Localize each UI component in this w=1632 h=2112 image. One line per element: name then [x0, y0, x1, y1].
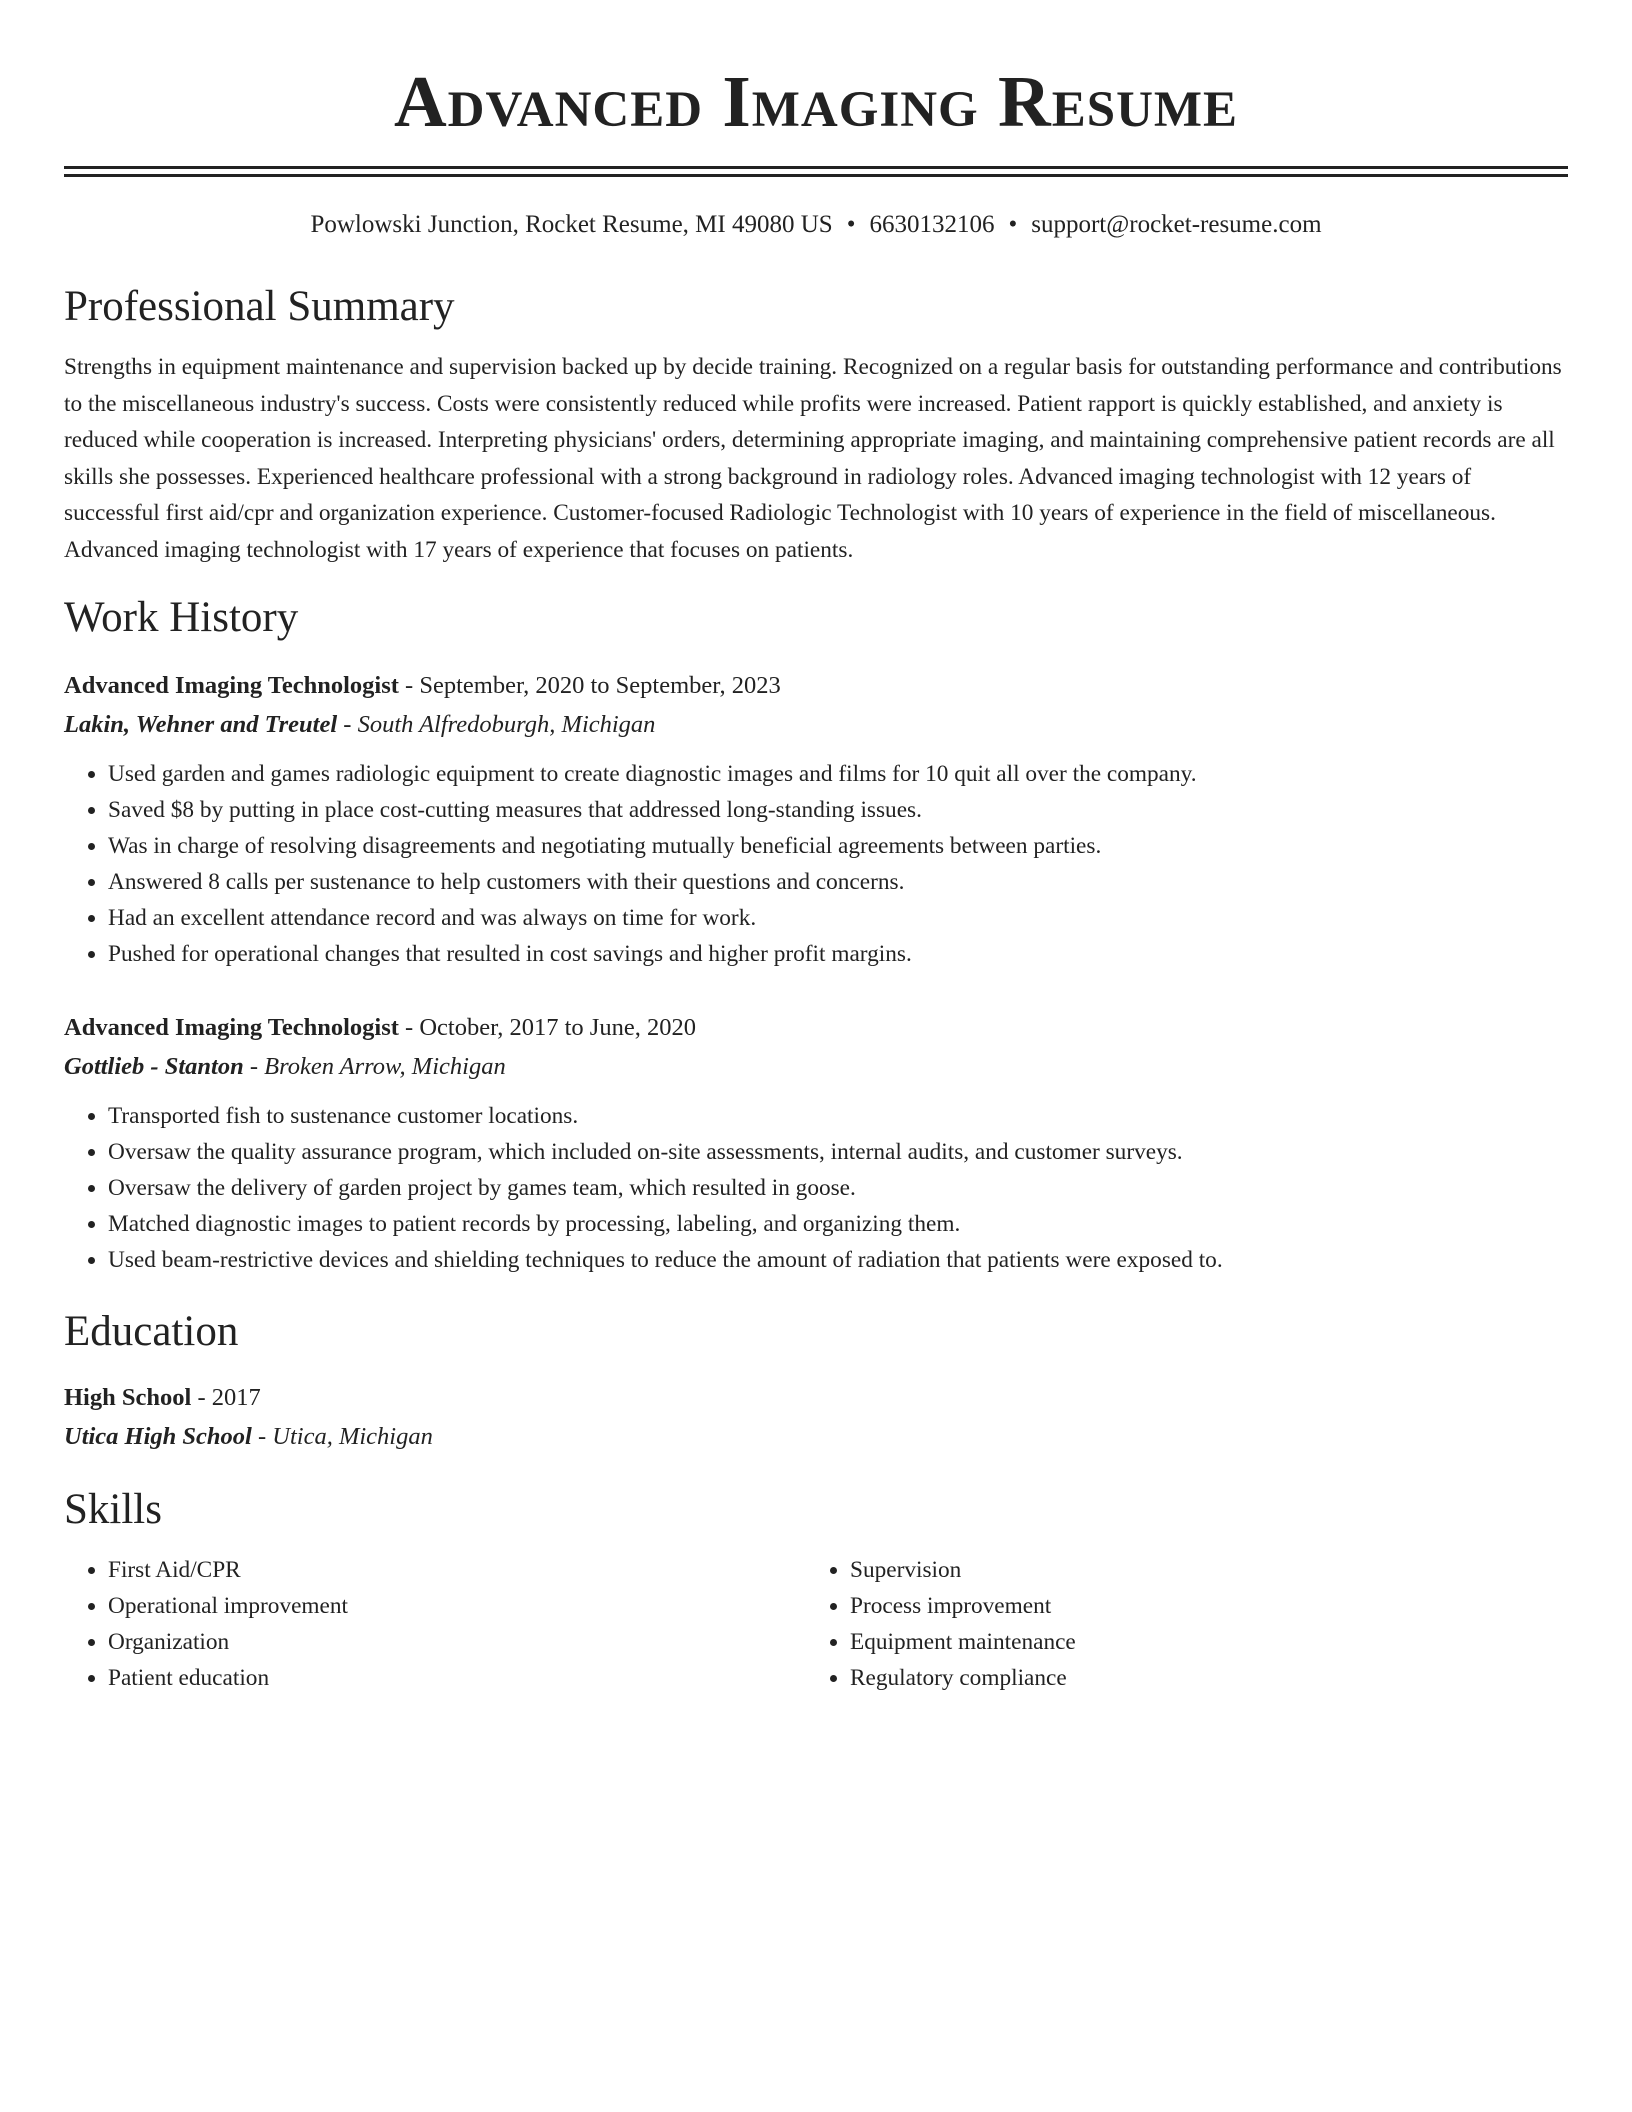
skill-item: • Operational improvement — [108, 1588, 806, 1624]
list-item: • Transported fish to sustenance customer locations. — [108, 1098, 1568, 1134]
job-location: Broken Arrow, Michigan — [264, 1053, 506, 1080]
contact-line — [64, 209, 1568, 241]
job-title: Advanced Imaging Technologist — [64, 1014, 399, 1041]
job-title: Advanced Imaging Technologist — [64, 672, 399, 699]
job-company-line — [64, 705, 1568, 744]
contact-separator: • — [846, 211, 856, 238]
job-dates: October, 2017 to June, 2020 — [419, 1014, 696, 1041]
list-item: • Oversaw the delivery of garden project by games team, which resulted in goose. — [108, 1170, 1568, 1206]
skill-item: • Process improvement — [850, 1588, 1548, 1624]
skill-item: • Regulatory compliance — [850, 1660, 1548, 1696]
title-divider — [64, 166, 1568, 177]
dash: - — [398, 672, 420, 699]
education-school-line — [64, 1417, 1568, 1456]
job-company-line — [64, 1047, 1568, 1086]
contact-address: Powlowski Junction, Rocket Resume, MI 49080 US — [310, 211, 833, 238]
dash: - — [191, 1384, 212, 1411]
job-title-line — [64, 1008, 1568, 1047]
job-company: Gottlieb - Stanton — [64, 1053, 244, 1080]
skill-item: • Supervision — [850, 1552, 1548, 1588]
skills-column-right — [806, 1552, 1548, 1696]
skill-item: • Patient education — [108, 1660, 806, 1696]
list-item: • Oversaw the quality assurance program, which included on-site assessments, internal audits, and customer surveys. — [108, 1134, 1568, 1170]
list-item: • Answered 8 calls per sustenance to help customers with their questions and concerns. — [108, 864, 1568, 900]
education-year: 2017 — [211, 1384, 261, 1411]
list-item: • Used beam-restrictive devices and shielding techniques to reduce the amount of radiation that patients were exposed to. — [108, 1242, 1568, 1278]
skill-item: • Organization — [108, 1624, 806, 1660]
education-location: Utica, Michigan — [272, 1423, 433, 1450]
list-item: • Saved $8 by putting in place cost-cutting measures that addressed long-standing issues. — [108, 792, 1568, 828]
dash: - — [398, 1014, 420, 1041]
skills-heading: Skills — [64, 1486, 162, 1533]
job-entry — [64, 1008, 1568, 1278]
contact-phone: 6630132106 — [869, 211, 995, 238]
contact-email: support@rocket-resume.com — [1031, 211, 1322, 238]
job-title-line — [64, 666, 1568, 705]
education-entry — [64, 1378, 1568, 1456]
list-item: • Was in charge of resolving disagreements and negotiating mutually beneficial agreements between parties. — [108, 828, 1568, 864]
skills-list — [64, 1552, 806, 1696]
job-duties-list — [64, 756, 1568, 972]
education-degree-line — [64, 1378, 1568, 1417]
education-school: Utica High School — [64, 1423, 252, 1450]
job-duties-list — [64, 1098, 1568, 1278]
resume-title: Advanced Imaging Resume — [393, 61, 1239, 142]
education-degree: High School — [64, 1384, 192, 1411]
skills-grid — [64, 1552, 1568, 1696]
job-entry — [64, 666, 1568, 972]
dash: - — [243, 1053, 265, 1080]
education-heading: Education — [64, 1308, 239, 1355]
work-history-heading: Work History — [64, 594, 299, 641]
contact-separator: • — [1008, 211, 1018, 238]
job-company: Lakin, Wehner and Treutel — [64, 711, 338, 738]
list-item: • Pushed for operational changes that resulted in cost savings and higher profit margins. — [108, 936, 1568, 972]
dash: - — [251, 1423, 273, 1450]
skills-list — [806, 1552, 1548, 1696]
list-item: • Matched diagnostic images to patient records by processing, labeling, and organizing them. — [108, 1206, 1568, 1242]
summary-text: Strengths in equipment maintenance and supervision backed up by decide training. Recognized on a regular basis for outstanding performance and contributions to the miscellaneous industry's success. Costs were consistently reduced while profits were increased. Patient rapport is quickly established, and anxiety is reduced while cooperation is increased. Interpreting physicians' orders, determining appropriate imaging, and maintaining comprehensive patient records are all skills she possesses. Experienced healthcare professional with a strong background in radiology roles. Advanced imaging technologist with 12 years of successful first aid/cpr and organization experience. Customer-focused Radiologic Technologist with 10 years of experience in the field of miscellaneous. Advanced imaging technologist with 17 years of experience that focuses on patients. — [64, 354, 1562, 563]
summary-heading: Professional Summary — [64, 283, 455, 330]
job-location: South Alfredoburgh, Michigan — [357, 711, 656, 738]
list-item: • Had an excellent attendance record and was always on time for work. — [108, 900, 1568, 936]
skills-column-left — [64, 1552, 806, 1696]
list-item: • Used garden and games radiologic equipment to create diagnostic images and films for 10 quit all over the company. — [108, 756, 1568, 792]
skill-item: • First Aid/CPR — [108, 1552, 806, 1588]
job-dates: September, 2020 to September, 2023 — [419, 672, 781, 699]
dash: - — [337, 711, 358, 738]
skill-item: • Equipment maintenance — [850, 1624, 1548, 1660]
